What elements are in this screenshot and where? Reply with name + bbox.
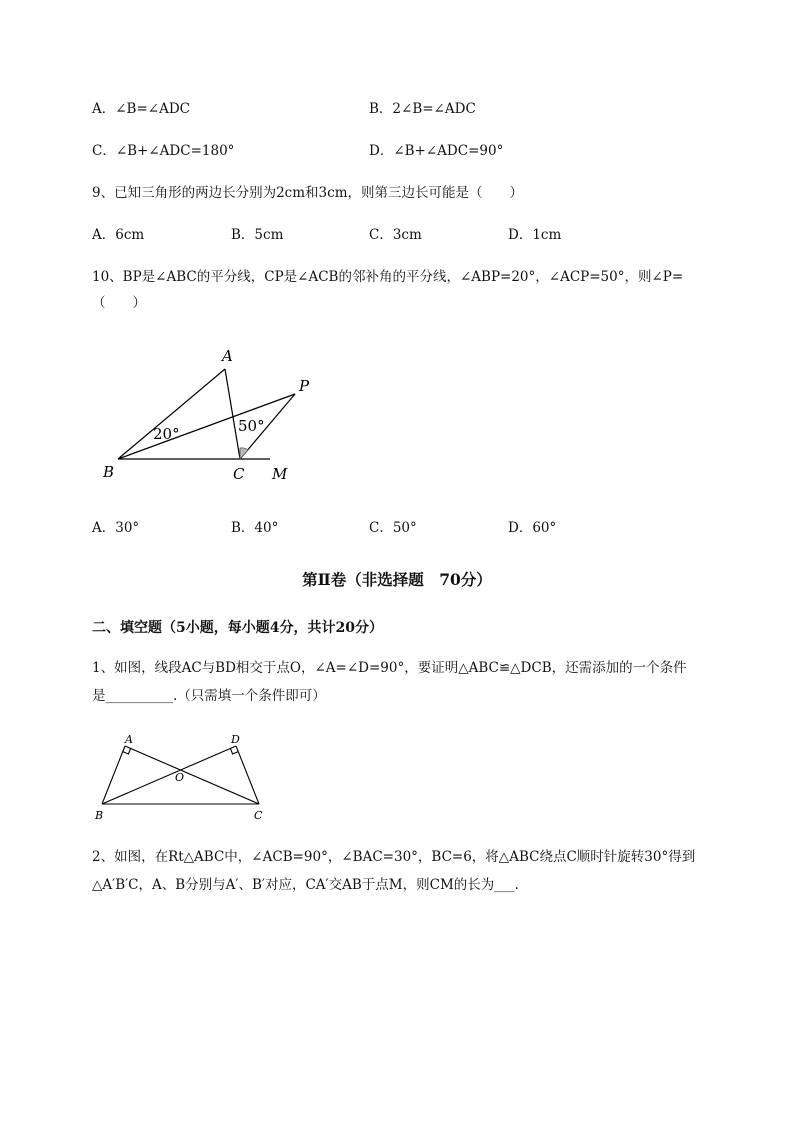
q10-option-b: B．40° <box>231 520 279 536</box>
q10-stem-line2: （ ） <box>92 295 146 311</box>
label-b: B <box>95 809 104 822</box>
label-o: O <box>175 771 185 784</box>
segment-ba <box>118 369 225 459</box>
q10-figure <box>95 342 325 492</box>
label-c: C <box>254 809 263 822</box>
q8-option-b: B．2∠B=∠ADC <box>369 101 476 117</box>
section2-title: 二、填空题（5小题，每小题4分，共计20分） <box>92 620 383 636</box>
label-c: C <box>233 465 245 483</box>
q10-option-c: C．50° <box>369 520 417 536</box>
q8-option-d: D．∠B+∠ADC=90° <box>369 143 504 159</box>
q9-stem: 9、已知三角形的两边长分别为2cm和3cm，则第三边长可能是（ ） <box>92 185 523 201</box>
q9-option-c: C．3cm <box>369 227 422 243</box>
q9-option-b: B．5cm <box>231 227 284 243</box>
label-m: M <box>272 465 288 483</box>
label-b: B <box>103 463 115 481</box>
fq2-line1: 2、如图，在Rt△ABC中，∠ACB=90°，∠BAC=30°，BC=6，将△ABC绕点C顺时针旋转30°得到 <box>92 849 696 865</box>
q10-option-a: A．30° <box>92 520 140 536</box>
label-a: A <box>222 347 233 365</box>
part2-title: 第Ⅱ卷（非选择题 70分） <box>302 570 492 589</box>
q10-option-d: D．60° <box>508 520 557 536</box>
q9-option-a: A．6cm <box>92 227 145 243</box>
segment-ac <box>225 369 240 459</box>
q8-option-a: A．∠B=∠ADC <box>92 101 191 117</box>
angle-arc <box>240 448 248 459</box>
label-d: D <box>231 733 240 746</box>
q9-option-d: D．1cm <box>508 227 562 243</box>
q8-option-c: C．∠B+∠ADC=180° <box>92 143 235 159</box>
fq1-line2: 是__________.（只需填一个条件即可） <box>92 688 326 704</box>
fq1-line1: 1、如图，线段AC与BD相交于点O，∠A=∠D=90°，要证明△ABC≌△DCB，还需添加的一个条件 <box>92 660 687 676</box>
fq2-line2: △A′B′C，A、B分别与A′、B′对应，CA′交AB于点M，则CM的长为___. <box>92 877 519 893</box>
label-angle-50: 50° <box>238 417 265 435</box>
label-a: A <box>125 733 133 746</box>
label-angle-20: 20° <box>153 425 180 443</box>
q10-stem-line1: 10、BP是∠ABC的平分线，CP是∠ACB的邻补角的平分线，∠ABP=20°，∠ACP=50°，则∠P= <box>92 269 684 285</box>
label-p: P <box>299 377 310 395</box>
fq1-figure <box>92 730 277 825</box>
segment-bp <box>118 394 295 459</box>
